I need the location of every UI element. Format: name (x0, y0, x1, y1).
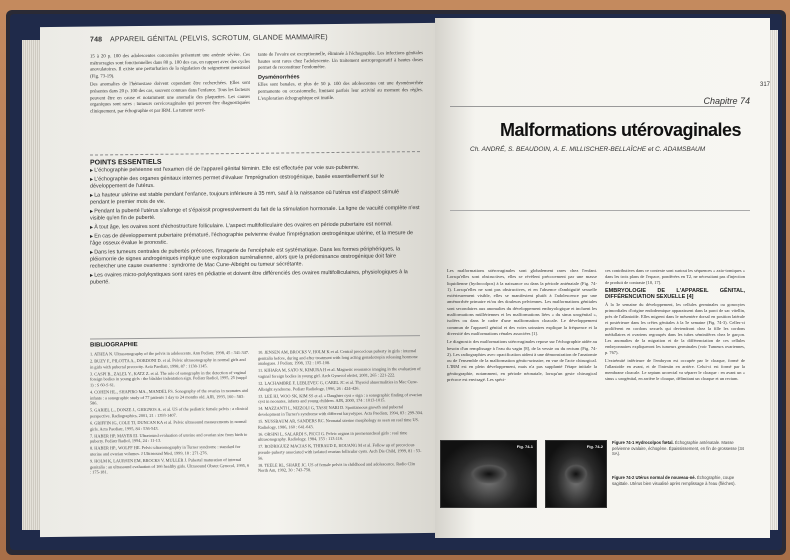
points-essentiels-title: POINTS ESSENTIELS (90, 151, 420, 166)
chapter-rule (450, 106, 735, 107)
references-col1 (90, 350, 250, 477)
reference: 8. HABER HP., WOLFF HE. Pelvic ultrasonography in Turner syndrome : standard for uterine and ovarian volumes. J Ultrasound Med, 1999, 18 : 271-276. (90, 444, 241, 457)
paragraph: Elles sont banales, et plus de 50 p. 100 des adolescentes ont une dysménorrhée permanente ou occasionnelle, limitant parfois leur activité au moment des règles. L'exploration échographique est inutile. (258, 81, 423, 102)
points-essentiels-box (90, 151, 420, 287)
point-item: ▶ La hauteur utérine est stable pendant l'enfance, toujours inférieure à 35 mm, sauf à la naissance où l'utérus est d'aspect stimulé pendant le premier mois de vie. (90, 188, 420, 206)
reference: 5. GARIEL L., DONZE J., GHIGNOS A. et al. US of the pediatric female pelvis : a clinical perspective. Radiographics, 2001, 21 : 1393-1407. (90, 406, 248, 419)
point-item: ▶ À tout âge, les ovaires sont d'échostructure folliculaire. L'aspect multifolliculaire des ovaires en période pubertaire est normal. (90, 220, 420, 231)
reference: 17. RODRIGUEZ MACIAS K, THIBAUD E, HOUANG M et al. Follow up of precocious pseudo-puberty associated with isolated ovarian follicular cysts. Arch Dis Child, 1999, 81 : 53-56. (258, 442, 422, 461)
caption-head: Figure 74-2 Utérus normal de nouveau-né. (612, 475, 696, 480)
figure-caption-2 (612, 475, 747, 486)
right-col2 (605, 268, 745, 384)
dysmenorrhee-heading: Dysménorrhées (258, 74, 300, 81)
chapter-title: Malformations utérovaginales (500, 120, 742, 140)
chapter-authors: Ch. ANDRÉ, S. BEAUDOIN, A. E. MILLISCHER-BELLAÏCHE et C. ADAMSBAUM (470, 146, 706, 153)
point-item: ▶ Les ovaires micro-polykystiques sont rares en pédiatrie et doivent être différenciés des ovaires multifolliculaires, physiologiques à la puberté. (90, 268, 420, 286)
reference: 14. MAZZANTI L, NIZZOLI G, TASSI NARI D. Spontaneous growth and pubertal development in Turner's syndrome with different karyotypes. Acta Paediatr, 1994, 83 : 299-304. (258, 404, 423, 417)
right-page-number: 317 (759, 82, 770, 88)
left-col2 (258, 51, 423, 105)
reference: 10. JENSEN AM, BROCKS V, HOLM K et al. Central precocious puberty in girls : internal genitalia before, during and after treatment with long acting gonadotropin releasing hormone analogues. J Pediatr, 1998, 132 : 105-108. (258, 348, 418, 366)
section-rule (450, 210, 750, 211)
caption-text: Échographie, coupe sagittale. Utérus bien visualisé après remplissage à l'eau (flèches). (612, 475, 736, 486)
left-header-title: APPAREIL GÉNITAL (PELVIS, SCROTUM, GLANDE MAMMAIRE) (110, 34, 328, 44)
paragraph: tante de l'ovaire est exceptionnelle, éliminée à l'échographie. Les infections génitales hautes sont rares chez l'adolescente. Un traitement œstroprogestatif à hautes doses permet de reconstituer l'endomètre. (258, 51, 423, 71)
reference: 15. NUSSBAUM AR, SANDERS RC. Neonatal uterine morphology as seen on real time US. Radiology, 1986, 160 : 641-643. (258, 417, 420, 430)
caption-head: Figure 74-1 Hydrocolpos fœtal. (612, 440, 674, 445)
figure-label: Fig. 74-1 (516, 444, 533, 449)
paragraph: 15 à 20 p. 100 des adolescentes concernées présentent une anémie sévère. Ces métrorragies sont fonctionnelles dans 80 p. 100 des cas, en rapport avec des cycles anovulatoires. Il existe une perturbation de la régulation du saignement menstruel (Fig. 73-19). (90, 52, 250, 80)
left-running-header (90, 34, 328, 43)
point-item: ▶ L'échographie des organes génitaux internes permet d'évaluer l'imprégnation œstrogénique, basée essentiellement sur le développement de l'utérus. (90, 172, 420, 190)
left-page-edges (22, 40, 42, 530)
references-col2 (258, 348, 423, 475)
chapter-label: Chapitre 74 (703, 96, 750, 106)
right-col1 (447, 268, 597, 385)
reference: 18. TEELE RL, SHARE JC. US of female pelvis in childhood and adolescence. Radio Clin North Am, 1992, 30 : 743-758. (258, 460, 415, 474)
reference: 9. HOLM K, LAURSEN EM, BROCKS V, MULLER J. Pubertal maturation of internal genitalia : an ultrasound evaluation of 166 healthy girls. Ultrasound Obstet Gynecol, 1995, 6 : 175-181. (90, 457, 250, 475)
left-page-number: 748 (90, 36, 103, 44)
ultrasound-image-1 (440, 440, 537, 508)
left-col1 (90, 53, 250, 118)
point-item: ▶ En cas de développement pubertaire prématuré, l'échographie pelvienne évalue l'imprégnation œstrogénique utérine, et la mesure de l'âge osseux évalue le pronostic. (90, 229, 420, 247)
paragraph: Les malformations utérovaginales sont globalement rares chez l'enfant. Lorsqu'elles sont obstructives, elles se révèlent précocement par une masse liquidienne (hydrocolpos) à la naissance ou dans la période anténatale (Fig. 74-1). Lorsqu'elles ne sont pas obstructives, et en l'absence d'ambiguïté sexuelle extérieurement visible, elles se manifestent plutôt à l'adolescence par une aménorrhée primaire et/ou des douleurs pelviennes. Les malformations génitales sont secondaires aux anomalies du développement embryologique et incluent les malformations müllériennes et les malformations liées « du sinus urogénital », isolées ou dans le cadre d'une malformation cloacale. Le développement commun de l'appareil génital et des voies urinaires explique la fréquence et la diversité des malformations rénales associées [1]. (447, 268, 597, 336)
left-page (40, 23, 435, 537)
caption-text: Échographie anténatale. Masse pelvienne ovalaire, échogène. Épaississement, en fin de grossesse (34 SA). (612, 440, 744, 456)
reference: 11. KIHARA M, SATO N, KIMURA H et al. Magnetic resonance imaging in the evaluation of vaginal foreign bodies in young girl. Arch Gynecol obstet, 2001, 265 : 221-222. (258, 366, 421, 379)
figure-label: Fig. 74-2 (586, 444, 603, 449)
paragraph: Le diagnostic des malformations utérovaginales repose sur l'échographie aidée au besoin d'un remplissage à l'eau du vagin [8], de la vessie ou du rectum (Fig. 74-2). Les radiographies avec opacification aident à une démonstration de l'anatomie ou de l'ensemble de la malformation génito-urinaire, en vue de l'acte chirurgical. L'IRM est en plein développement, mais n'a pas supplanté l'étape initiale la génitographie, notamment, en période néonatale, lorsqu'un geste chirurgical précoce est envisagé. Les spéci- (447, 339, 597, 383)
reference: 13. LEE HJ, WOO SK, KIM SS et al. « Daughter cyst » sign : a sonographic finding of ovarian cyst in neonates, infants and young children. AJR, 2000, 174 : 1013-1015. (258, 391, 423, 405)
point-item: ▶ Dans les tumeurs centrales de pubertés précoces, l'imagerie de l'encéphale est systématique. Dans les formes périphériques, la pléiomorrie de signes androgéniques implique une exploration surrénalienne, alors que la prédominance œstrogénique doit faire rechercher une cause ovarienne : syndrome de Mac Cune-Albright ou tumeur sécrétante. (90, 245, 420, 270)
reference: 16. ORSINI L, SALARDI S, PICCI G. Pelvic organs in premenarcheal girls : real time ultrasonography. Radiology, 1984, 153 : 113-116. (258, 429, 408, 443)
reference: 1. ATHEA N. Ultrasonography of the pelvis in adolescents. Ann Pediatr, 1998, 45 : 341-347. (90, 349, 250, 357)
bibliography-title: BIBLIOGRAPHIE (90, 335, 420, 348)
embryology-heading (605, 288, 745, 300)
point-item: ▶ Pendant la puberté l'utérus s'allonge et s'épaissit progressivement du fait de la stimulation hormonale. La ligne de vacuité complète n'est visible qu'en fin de puberté. (90, 204, 420, 222)
reference: 6. GRIFFIN IG, COLE TJ, DUNCAN KA et al. Pelvic ultrasound measurements in normal girls. Acta Paediatr, 1995, 84 : 536-543. (90, 418, 247, 432)
ultrasound-image-2 (545, 440, 607, 508)
paragraph: ces contributives dans ce contexte sont surtout les séquences « axio-tomiques » dans les trois plans de l'espace, pondérées en T2, ne nécessitant pas d'injection de produit de contraste [10, 17]. (605, 268, 745, 285)
point-item: ▶ L'échographie pelvienne est l'examen clé de l'appareil génital féminin. Elle est effectuée par voie sus-pubienne. (90, 163, 420, 174)
embryology-ref: [4] (686, 294, 694, 300)
reference: 2. BUZY F., PILOTTA A., DORDONI D. et al. Pelvic ultrasonography in normal girls and in girls with pubertal precocity. Acta Paediatr, 1998, 87 : 1138-1145. (90, 357, 246, 370)
reference: 12. LACHAMBRE F, LEBLEVEC G, CAREL JC et al. Thyroid abnormalities in Mac Cune-Albright syndrome. Pediatr Radiology, 1996, 26 : 424-426. (258, 379, 418, 392)
reference: 7. HABER HP, MAYER EI. Ultrasound evaluation of uterine and ovarian size from birth to puberty. Pediatr Radiol, 1994, 24 : 11-13. (90, 431, 248, 444)
reference: 3. CASPI B., ZALEL Y., KATZ Z. et al. The role of sonography in the detection of vaginal foreign bodies in young girls : the bladder indentation sign. Pediatr Radiol, 1995, 25 (suppl 1) : S 60-S 61. (90, 369, 247, 388)
embryology-title: EMBRYOLOGIE DE L'APPAREIL GÉNITAL, DIFFÉRENCIATION SEXUELLE (605, 288, 745, 300)
paragraph: L'extrémité inférieure de l'embryon est occupée par le cloaque, formé de l'allantoïde en avant, et de l'intestin en arrière. Celui-ci est formé par la membrane cloacale. Le septum urorectal va séparer le cloaque : en avant un « sinus » urogénital, en arrière le cloaque, délimitant un cloaque et un rectum. (605, 358, 745, 381)
figure-caption-1 (612, 440, 747, 457)
paragraph: À la 3e semaine du développement, les cellules germinales ou gonocytes primordiales d'origine endodermique apparaissent dans la paroi de sac vitellin, près de l'allantoïde. Elles migrent dans le mésentère dorsal en position latérale et postérieure dans les crêtes génitales à la 5e semaine (Fig. 74-3). Celles-ci prolifèrent en cordons sexuels qui deviendront chez la fille les cordons médullaires et ovariens regroupés dans les tubes séminifères chez le garçon. Les anomalies de la migration et de la différenciation de ces cellules embryonnaires expliqueront les tumeurs germinales (voir Tumeurs ovariennes, p. 767). (605, 302, 745, 355)
reference: 4. COHEN HL., SHAPIRO MA., MANDEL FS. Sonography of the ovaries in neonates and infants : a sonographic study of 77 patients 1 day to 24 months old. AJR, 1993, 160 : 583-586. (90, 387, 248, 406)
paragraph: Des anomalies de l'hémostase doivent cependant être recherchées. Elles sont présentes dans 20 p. 100 des cas, souvent connues dans l'enfance. Tous les facteurs peuvent être en cause et notamment une anomalie des plaquettes. Les causes organiques sont rares : tumeurs cervicovaginales qui peuvent être diagnostiquées cliniquement, par échographie et par IRM. La tumeur secré- (90, 81, 250, 115)
